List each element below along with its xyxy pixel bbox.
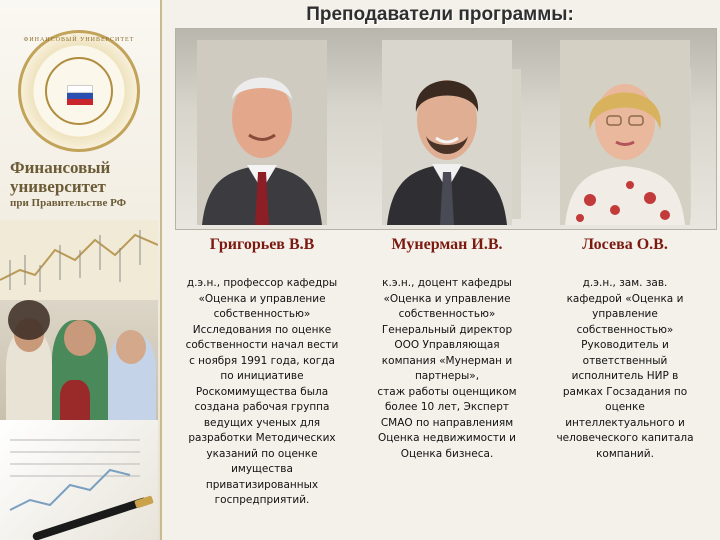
- teacher-photo: [382, 40, 512, 225]
- students-photo: [0, 300, 158, 420]
- page-title: Преподаватели программы:: [306, 4, 574, 25]
- bio-line: с ноября 1991 года, когда: [189, 354, 335, 367]
- bio-line: компаний.: [596, 447, 654, 460]
- teacher-name: Григорьев В.В: [209, 236, 315, 253]
- bio-line: Оценка бизнеса.: [400, 447, 494, 460]
- bio-line: Генеральный директор: [381, 323, 513, 336]
- bio-line: компания «Мунерман и: [381, 354, 513, 367]
- bio-line: ответственный: [582, 354, 668, 367]
- documents-and-pen-photo: [0, 420, 158, 540]
- university-subtitle: при Правительстве РФ: [10, 197, 127, 209]
- left-branding-panel: [0, 0, 162, 540]
- teacher-name: Лосева О.В.: [582, 236, 668, 253]
- bio-line: исполнитель НИР в: [571, 370, 679, 382]
- bio-line: имущества: [231, 463, 293, 475]
- bio-line: стаж работы оценщиком: [377, 385, 517, 398]
- teacher-bio: [535, 276, 715, 462]
- stock-chart-decoration: [0, 220, 158, 300]
- bio-line: создана рабочая группа: [194, 401, 330, 413]
- bio-line: управление: [592, 308, 658, 320]
- bio-line: разработки Методических: [188, 432, 336, 444]
- teacher-photo: [560, 40, 690, 225]
- bio-line: собственностью»: [398, 308, 496, 320]
- bio-line: к.э.н., доцент кафедры: [382, 277, 512, 289]
- teacher-bio: [357, 276, 537, 462]
- bio-line: Оценка недвижимости и: [378, 432, 516, 444]
- bio-line: указаний по оценке: [206, 447, 318, 460]
- university-name: Финансовый университет: [10, 158, 111, 196]
- bio-line: «Оценка и управление: [383, 292, 511, 305]
- bio-line: госпредприятий.: [214, 494, 310, 506]
- bio-line: д.э.н., зам. зав.: [582, 277, 668, 289]
- russian-flag-icon: [67, 85, 93, 103]
- bio-line: приватизированных: [205, 478, 319, 491]
- bio-line: Роскомимущества была: [195, 385, 329, 398]
- bio-line: Исследования по оценке: [192, 323, 332, 336]
- bio-line: собственностью»: [213, 308, 311, 320]
- bio-line: собственностью»: [576, 323, 674, 336]
- bio-line: СМАО по направлениям: [380, 416, 514, 429]
- seal-text: ФИНАНСОВЫЙ УНИВЕРСИТЕТ: [23, 37, 135, 43]
- bio-line: интеллектуального и: [565, 416, 685, 429]
- bio-line: человеческого капитала: [556, 432, 694, 444]
- bio-line: партнеры»,: [414, 370, 480, 382]
- bio-line: Руководитель и: [581, 339, 669, 351]
- bio-line: «Оценка и управление: [198, 292, 326, 305]
- bio-line: ООО Управляющая: [394, 339, 500, 351]
- bio-line: кафедрой «Оценка и: [566, 292, 684, 305]
- bio-line: собственности начал вести: [185, 339, 339, 351]
- bio-line: ведущих ученых для: [203, 416, 321, 429]
- bio-line: более 10 лет, Эксперт: [384, 401, 510, 413]
- bio-line: оценке: [605, 401, 645, 413]
- teacher-bio: [172, 276, 352, 509]
- seal-emblem: [45, 57, 113, 125]
- bio-line: по инициативе: [220, 370, 304, 382]
- university-seal-icon: [18, 30, 140, 152]
- bio-line: д.э.н., профессор кафедры: [186, 277, 338, 289]
- bio-line: рамках Госзадания по: [562, 385, 688, 398]
- teacher-name: Мунерман И.В.: [391, 236, 503, 253]
- teacher-photo: [197, 40, 327, 225]
